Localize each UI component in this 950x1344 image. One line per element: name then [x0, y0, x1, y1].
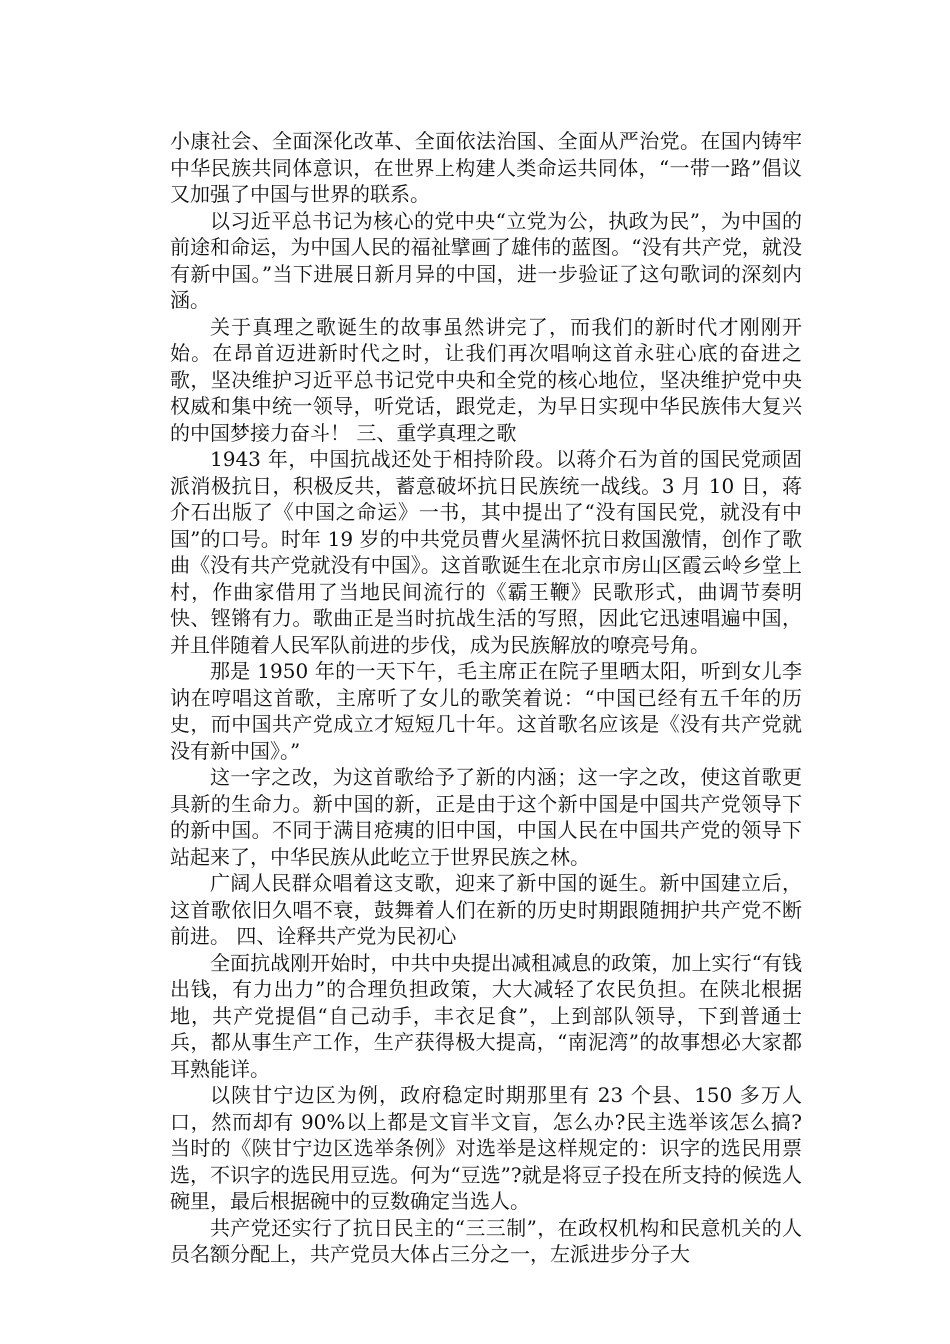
paragraph-1: 小康社会、全面深化改革、全面依法治国、全面从严治党。在国内铸牢中华民族共同体意识，在世界上构建人类命运共同体，“一带一路”倡议又加强了中国与世界的联系。 [170, 129, 802, 206]
paragraph-8: 全面抗战刚开始时，中共中央提出减租减息的政策，加上实行“有钱出钱，有力出力”的合理负担政策，大大减轻了农民负担。在陕北根据地，共产党提倡“自己动手，丰衣足食”，上到部队领导，下到普通士兵，都从事生产工作，生产获得极大提高，“南泥湾”的故事想必大家都耳熟能详。 [170, 950, 802, 1081]
paragraph-4: 1943 年，中国抗战还处于相持阶段。以蒋介石为首的国民党顽固派消极抗日，积极反共，蓄意破坏抗日民族统一战线。3 月 10 日，蒋介石出版了《中国之命运》一书，其中提出了“没有国民党，就没有中国”的口号。时年 19 岁的中共党员曹火星满怀抗日救国激情，创作了歌曲《没有共产党就没有中国》。这首歌诞生在北京市房山区霞云岭乡堂上村，作曲家借用了当地民间流行的《霸王鞭》民歌形式，曲调节奏明快、铿锵有力。歌曲正是当时抗战生活的写照，因此它迅速唱遍中国，并且伴随着人民军队前进的步伐，成为民族解放的嘹亮号角。 [170, 447, 802, 657]
paragraph-5: 那是 1950 年的一天下午，毛主席正在院子里晒太阳，听到女儿李讷在哼唱这首歌，主席听了女儿的歌笑着说：“中国已经有五千年的历史，而中国共产党成立才短短几十年。这首歌名应该是《没有共产党就没有新中国》。” [170, 659, 802, 763]
paragraph-3: 关于真理之歌诞生的故事虽然讲完了，而我们的新时代才刚刚开始。在昂首迈进新时代之时，让我们再次唱响这首永驻心底的奋进之歌，坚决维护习近平总书记党中央和全党的核心地位，坚决维护党中央权威和集中统一领导，听党话，跟党走，为早日实现中华民族伟大复兴的中国梦接力奋斗！ 三、重学真理之歌 [170, 314, 802, 445]
paragraph-2: 以习近平总书记为核心的党中央“立党为公，执政为民”，为中国的前途和命运，为中国人民的福祉擘画了雄伟的蓝图。“没有共产党，就没有新中国。”当下进展日新月异的中国，进一步验证了这句歌词的深刻内涵。 [170, 208, 802, 312]
paragraph-9: 以陕甘宁边区为例，政府稳定时期那里有 23 个县、150 多万人口，然而却有 90%以上都是文盲半文盲，怎么办?民主选举该怎么搞?当时的《陕甘宁边区选举条例》对选举是这样规定的：识字的选民用票选，不识字的选民用豆选。何为“豆选”?就是将豆子投在所支持的候选人碗里，最后根据碗中的豆数确定当选人。 [170, 1083, 802, 1213]
document-body [170, 128, 802, 1268]
paragraph-6: 这一字之改，为这首歌给予了新的内涵；这一字之改，使这首歌更具新的生命力。新中国的新，正是由于这个新中国是中国共产党领导下的新中国。不同于满目疮痍的旧中国，中国人民在中国共产党的领导下站起来了，中华民族从此屹立于世界民族之林。 [170, 765, 802, 869]
paragraph-7: 广阔人民群众唱着这支歌，迎来了新中国的诞生。新中国建立后，这首歌依旧久唱不衰，鼓舞着人们在新的历史时期跟随拥护共产党不断前进。 四、诠释共产党为民初心 [170, 871, 802, 948]
paragraph-10: 共产党还实行了抗日民主的“三三制”，在政权机构和民意机关的人员名额分配上，共产党员大体占三分之一，左派进步分子大 [170, 1215, 802, 1266]
